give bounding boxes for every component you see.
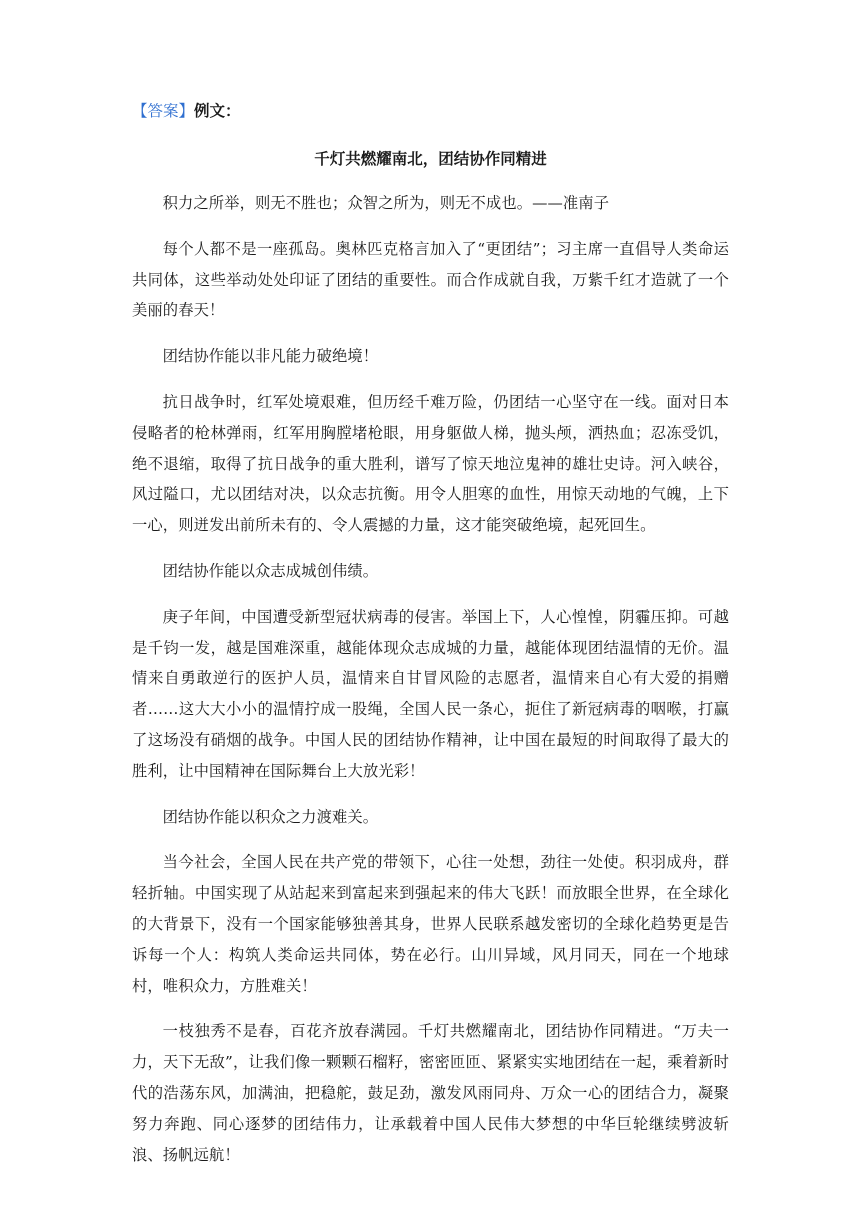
document-page: [132, 98, 729, 1185]
essay-quote: 积力之所举，则无不胜也；众智之所为，则无不成也。——准南子: [162, 194, 610, 212]
essay-subheading: 团结协作能以非凡能力破绝境！: [162, 347, 379, 366]
answer-label: 例文：: [194, 101, 241, 120]
essay-paragraph: 每个人都不是一座孤岛。奥林匹克格言加入了“更团结”；习主席一直倡导人类命运共同体，这些举动处处印证了团结的重要性。而合作成就自我，万紫千红才造就了一个美丽的春天！: [132, 239, 729, 320]
essay-title: 千灯共燃耀南北，团结协作同精进: [314, 149, 547, 168]
essay-paragraph: 抗日战争时，红军处境艰难，但历经千难万险，仍团结一心坚守在一线。面对日本侵略者的枪林弹雨，红军用胸膛堵枪眼，用身躯做人梯，抛头颅，洒热血；忍冻受饥，绝不退缩，取得了抗日战争的重大胜利，谱写了惊天地泣鬼神的雄壮史诗。河入峡谷，风过隘口，尤以团结对决，以众志抗衡。用令人胆寒的血性，用惊天动地的气魄，上下一心，则迸发出前所未有的、令人震撼的力量，这才能突破绝境，起死回生。: [132, 392, 729, 535]
answer-tag: 【答案】: [132, 102, 195, 120]
essay-paragraph: 庚子年间，中国遭受新型冠状病毒的侵害。举国上下，人心惶惶，阴霾压抑。可越是千钧一发，越是国难深重，越能体现众志成城的力量，越能体现团结温情的无价。温情来自勇敢逆行的医护人员，温情来自甘冒风险的志愿者，温情来自心有大爱的捐赠者……这大大小小的温情拧成一股绳，全国人民一条心，扼住了新冠病毒的咽喉，打赢了这场没有硝烟的战争。中国人民的团结协作精神，让中国在最短的时间取得了最大的胜利，让中国精神在国际舞台上大放光彩！: [132, 607, 729, 780]
essay-conclusion: 一枝独秀不是春，百花齐放春满园。千灯共燃耀南北，团结协作同精进。“万夫一力，天下无敌”，让我们像一颗颗石榴籽，密密匝匝、紧紧实实地团结在一起，乘着新时代的浩荡东风，加满油，把稳舵，鼓足劲，激发风雨同舟、万众一心的团结合力，凝聚努力奔跑、同心逐梦的团结伟力，让承载着中国人民伟大梦想的中华巨轮继续劈波斩浪、扬帆远航！: [132, 1022, 729, 1164]
answer-line: [132, 98, 729, 124]
essay-subheading: 团结协作能以众志成城创伟绩。: [162, 561, 379, 580]
essay-subheading: 团结协作能以积众之力渡难关。: [162, 807, 379, 826]
essay-paragraph: 当今社会，全国人民在共产党的带领下，心往一处想，劲往一处使。积羽成舟，群轻折轴。中国实现了从站起来到富起来到强起来的伟大飞跃！而放眼全世界，在全球化的大背景下，没有一个国家能够独善其身，世界人民联系越发密切的全球化趋势更是告诉每一个人：构筑人类命运共同体，势在必行。山川异域，风月同天，同在一个地球村，唯积众力，方胜难关！: [132, 853, 729, 995]
